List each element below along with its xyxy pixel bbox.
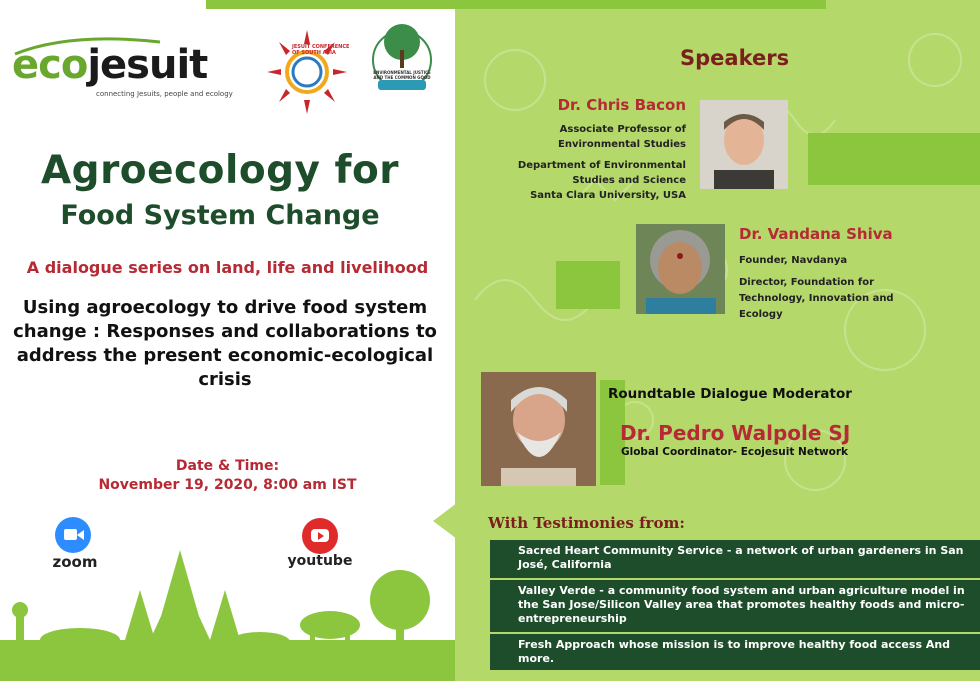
testimony-item: Fresh Approach whose mission is to improve healthy food access And more.	[490, 634, 980, 670]
chris-bacon-name: Dr. Chris Bacon	[557, 96, 686, 114]
testimony-item: Valley Verde - a community food system and urban agriculture model in the San Jose/Silicon Valley area that promotes healthy foods and micro-entrepreneurship	[490, 580, 980, 632]
zoom-label[interactable]: zoom	[52, 553, 98, 571]
ecojesuit-tagline: connecting Jesuits, people and ecology	[96, 90, 233, 98]
info-line: Director, Foundation for	[739, 277, 875, 288]
portrait-icon	[700, 100, 788, 189]
info-line: Environmental Studies	[558, 139, 686, 150]
info-line: Technology, Innovation and	[739, 293, 894, 304]
testimonies-heading: With Testimonies from:	[488, 514, 685, 532]
portrait-icon	[481, 372, 596, 486]
event-description: Using agroecology to drive food system change : Responses and collaborations to address the present economic-ecological crisis	[13, 297, 437, 390]
pointer-arrow	[433, 503, 457, 539]
jcsa-text: JESUIT CONFERENCE OF SOUTH ASIA	[292, 44, 350, 56]
vandana-shiva-photo	[636, 224, 725, 314]
moderator-name: Dr. Pedro Walpole SJ	[620, 421, 851, 445]
moderator-role: Global Coordinator- Ecojesuit Network	[621, 446, 849, 458]
date-value: November 19, 2020, 8:00 am IST	[98, 477, 357, 493]
chris-bacon-info	[480, 122, 686, 203]
info-line: Associate Professor of	[559, 124, 686, 135]
portrait-icon	[636, 224, 725, 314]
event-title-line2: Food System Change	[60, 200, 380, 231]
info-line: Studies and Science	[572, 175, 686, 186]
event-title-line1: Agroecology for	[40, 148, 400, 193]
ej-text: ENVIRONMENTAL JUSTICE AND THE COMMON GOOD	[373, 70, 431, 80]
accent-bar	[808, 133, 980, 185]
event-subtitle: A dialogue series on land, life and livelihood	[26, 258, 429, 277]
info-line: Santa Clara University, USA	[530, 190, 686, 201]
info-line: Ecology	[739, 309, 783, 320]
sun-icon	[262, 22, 352, 122]
info-line: Department of Environmental	[517, 160, 686, 171]
tree-icon	[372, 14, 432, 106]
pedro-walpole-photo	[481, 372, 596, 486]
landscape-illustration	[0, 530, 455, 681]
info-line: Founder, Navdanya	[739, 255, 848, 266]
youtube-label[interactable]: youtube	[287, 553, 353, 569]
wordmark-jesuit: jesuit	[87, 42, 208, 88]
chris-bacon-photo	[700, 100, 788, 189]
jcsa-logo[interactable]	[262, 22, 352, 122]
vandana-shiva-info	[739, 253, 969, 323]
environmental-justice-logo[interactable]	[372, 14, 432, 106]
date-label: Date & Time:	[175, 458, 280, 474]
ecojesuit-wordmark	[12, 42, 207, 88]
moderator-label: Roundtable Dialogue Moderator	[608, 386, 852, 402]
ecojesuit-logo[interactable]	[10, 36, 240, 106]
testimony-item: Sacred Heart Community Service - a network of urban gardeners in San José, California	[490, 540, 980, 578]
top-accent-bar	[206, 0, 826, 9]
speakers-heading: Speakers	[680, 46, 790, 70]
vandana-shiva-name: Dr. Vandana Shiva	[739, 225, 893, 243]
wordmark-eco: eco	[12, 42, 88, 88]
accent-bar	[556, 261, 620, 309]
